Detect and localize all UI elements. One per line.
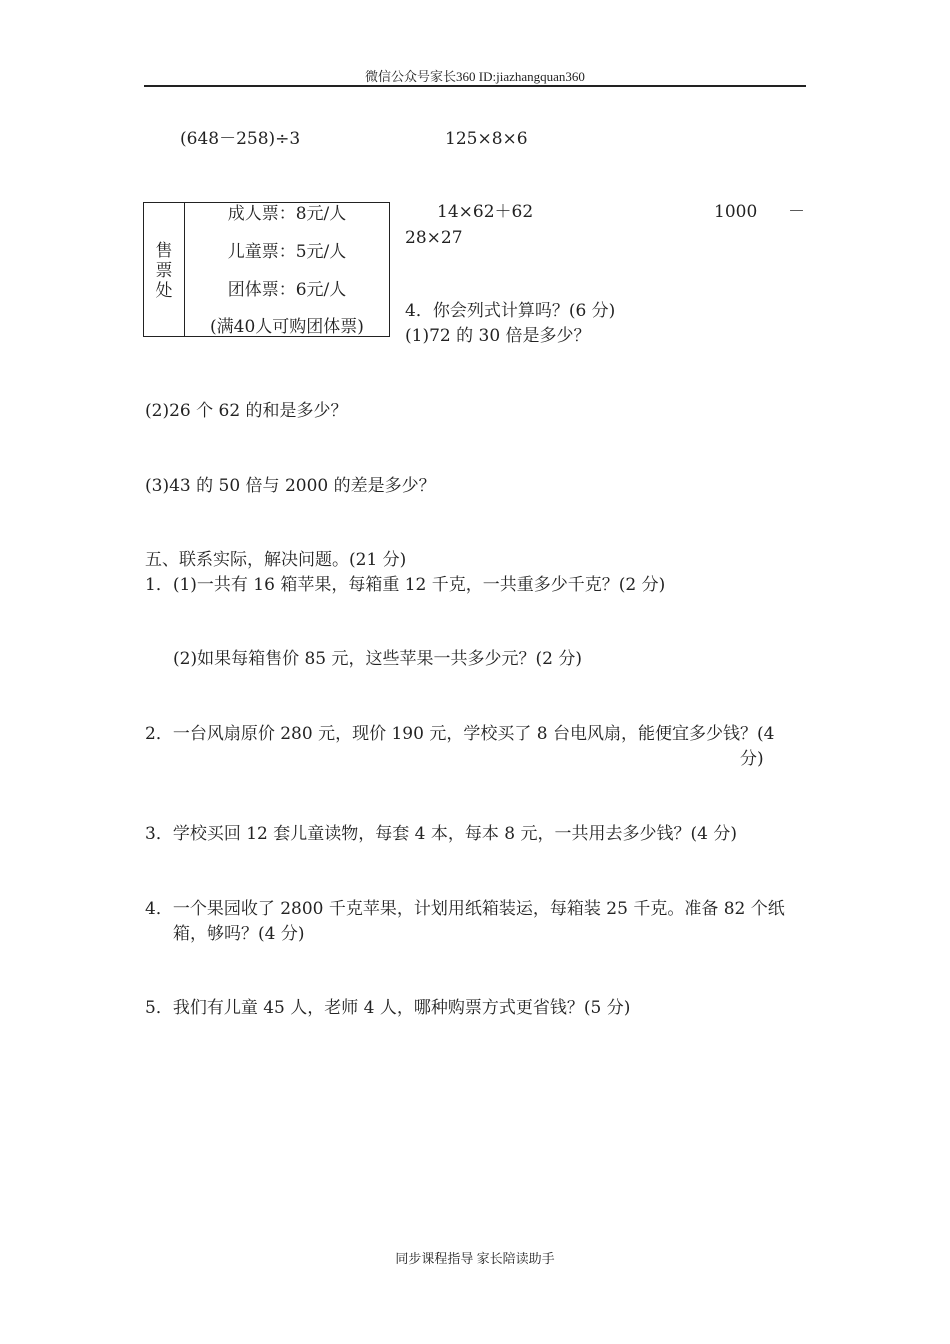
section5-heading: 五、联系实际，解决问题。(21 分) xyxy=(145,550,407,570)
section4-heading: 4．你会列式计算吗？(6 分) xyxy=(405,301,616,321)
problem-2-line-2: 分) xyxy=(740,749,764,769)
calc-expression-4-part1: 1000 xyxy=(714,202,758,222)
child-ticket-price: 儿童票：5元/人 xyxy=(227,242,347,262)
problem-4-line-1: 4．一个果园收了 2800 千克苹果，计划用纸箱装运，每箱装 25 千克。准备 82 个纸 xyxy=(145,899,785,919)
calc-expression-2: 125×8×6 xyxy=(445,129,528,149)
group-ticket-note: (满40人可购团体票) xyxy=(210,317,364,337)
section4-question-3: (3)43 的 50 倍与 2000 的差是多少？ xyxy=(145,476,436,496)
problem-3: 3．学校买回 12 套儿童读物，每套 4 本，每本 8 元，一共用去多少钱？(4 分) xyxy=(145,824,737,844)
problem-1-part-2: (2)如果每箱售价 85 元，这些苹果一共多少元？(2 分) xyxy=(173,649,583,669)
section4-question-2: (2)26 个 62 的和是多少？ xyxy=(145,401,348,421)
calc-expression-1: (648－258)÷3 xyxy=(180,129,301,149)
page-header: 微信公众号家长360 ID:jiazhangquan360 xyxy=(365,69,585,84)
calc-expression-4-operator: － xyxy=(788,202,805,222)
problem-5: 5．我们有儿童 45 人，老师 4 人，哪种购票方式更省钱？(5 分) xyxy=(145,998,631,1018)
calc-expression-3: 14×62＋62 xyxy=(437,202,534,222)
problem-4-line-2: 箱，够吗？(4 分) xyxy=(173,924,305,944)
ticket-office-box xyxy=(143,202,390,337)
header-divider xyxy=(144,85,806,87)
page-footer: 同步课程指导 家长陪读助手 xyxy=(395,1251,555,1266)
problem-2-line-1: 2．一台风扇原价 280 元，现价 190 元，学校买了 8 台电风扇，能便宜多少钱？(4 xyxy=(145,724,775,744)
problem-1-part-1: 1．(1)一共有 16 箱苹果，每箱重 12 千克，一共重多少千克？(2 分) xyxy=(145,575,666,595)
ticket-office-title: 售票处 xyxy=(155,241,173,301)
group-ticket-price: 团体票：6元/人 xyxy=(227,280,347,300)
section4-question-1: (1)72 的 30 倍是多少？ xyxy=(405,326,591,346)
calc-expression-4-continued: 28×27 xyxy=(405,228,463,248)
adult-ticket-price: 成人票：8元/人 xyxy=(227,204,347,224)
ticket-office-sidebar xyxy=(144,203,185,336)
